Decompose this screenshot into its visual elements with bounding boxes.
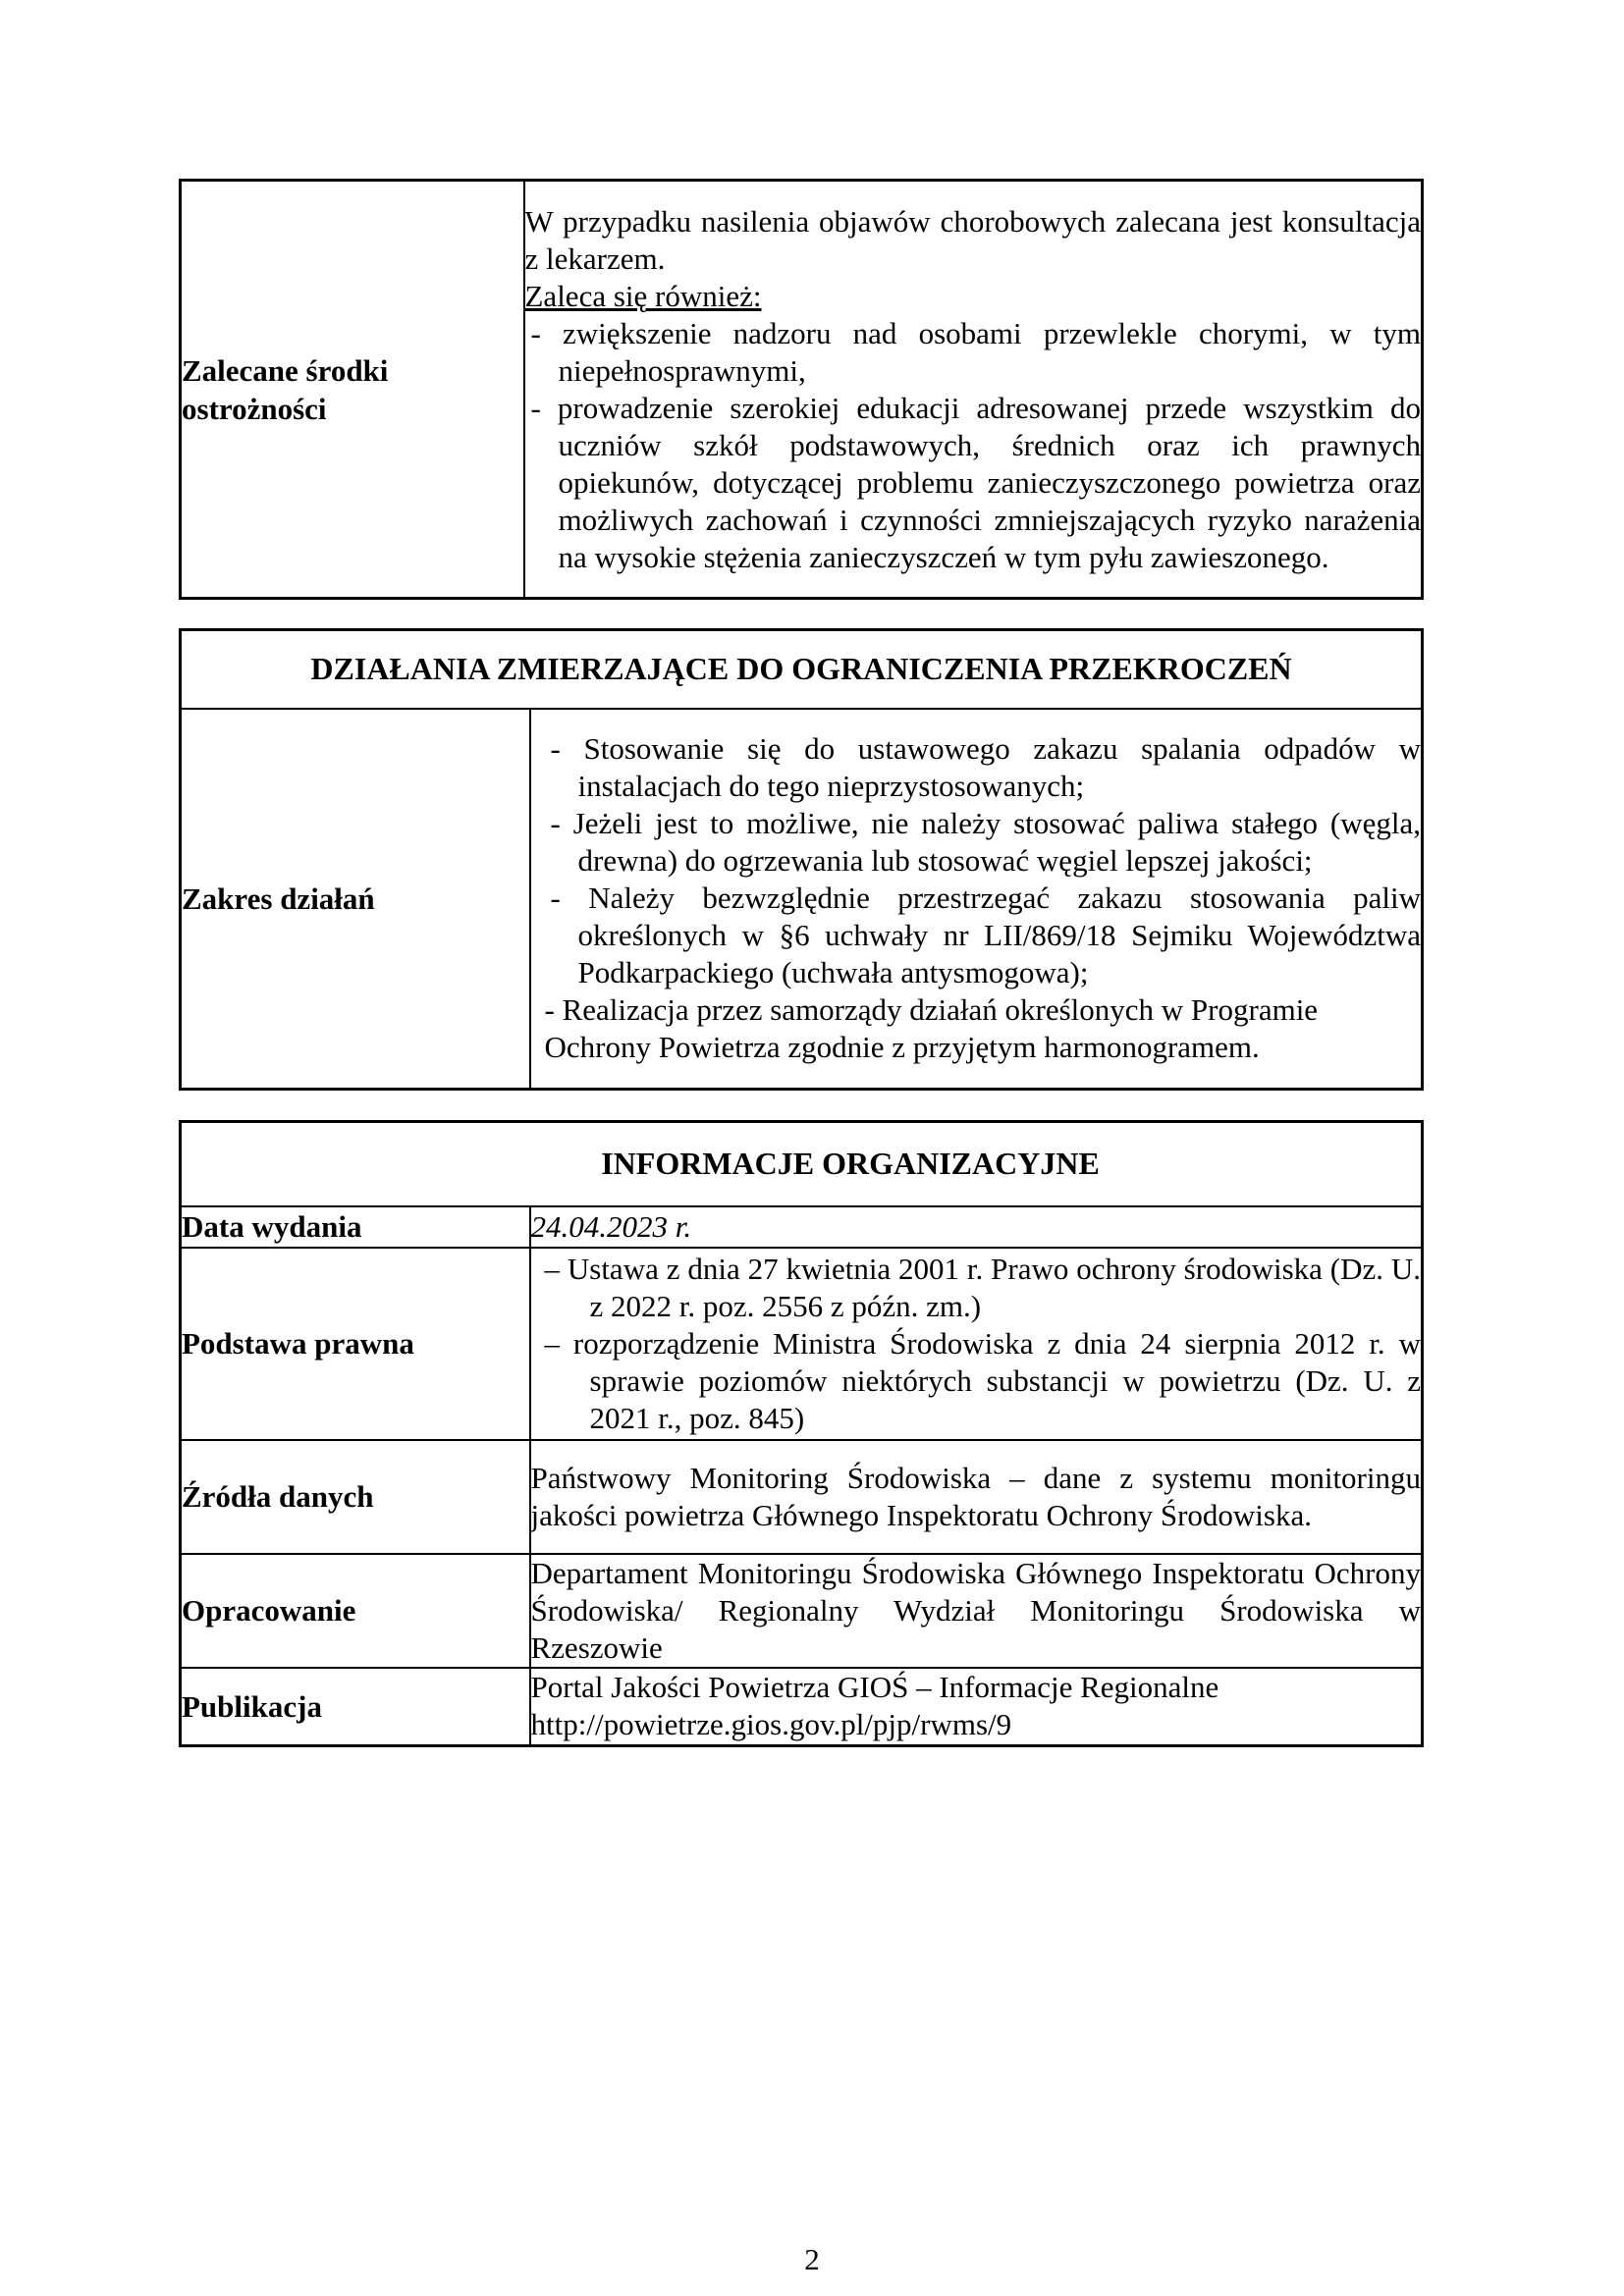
precautions-item: - zwiększenie nadzoru nad osobami przewlekle chorymi, w tym niepełnosprawnymi,	[530, 315, 1421, 388]
legal-basis-item: – Ustawa z dnia 27 kwietnia 2001 r. Prawo ochrony środowiska (Dz. U. z 2022 r. poz. 2556 z późn. zm.)	[544, 1251, 1421, 1323]
actions-label: Zakres działań	[181, 709, 530, 1090]
precautions-intro: W przypadku nasilenia objawów chorobowych zalecana jest konsultacja z lekarzem.	[524, 203, 1421, 276]
actions-item: - Stosowanie się do ustawowego zakazu spalania odpadów w instalacjach do tego nieprzystosowanych;	[550, 731, 1421, 804]
actions-item-last-line2: Ochrony Powietrza zgodnie z przyjętym harmonogramem.	[544, 1030, 1260, 1065]
data-sources-value: Państwowy Monitoring Środowiska – dane z systemu monitoringu jakości powietrza Głównego Inspektoratu Ochrony Środowiska.	[530, 1440, 1423, 1554]
legal-basis-content	[530, 1248, 1423, 1440]
precautions-table	[179, 179, 1424, 600]
prepared-by-value: Departament Monitoringu Środowiska Głównego Inspektoratu Ochrony Środowiska/ Regionalny Wydział Monitoringu Środowiska w Rzeszowie	[530, 1554, 1423, 1668]
legal-basis-label: Podstawa prawna	[181, 1248, 530, 1440]
org-info-header: INFORMACJE ORGANIZACYJNE	[181, 1122, 1423, 1206]
publication-content	[530, 1668, 1423, 1746]
publication-label: Publikacja	[181, 1668, 530, 1746]
publication-url: http://powietrze.gios.gov.pl/pjp/rwms/9	[530, 1707, 1012, 1742]
data-sources-label: Źródła danych	[181, 1440, 530, 1554]
actions-header: DZIAŁANIA ZMIERZAJĄCE DO OGRANICZENIA PRZEKROCZEŃ	[181, 630, 1423, 709]
issue-date-label: Data wydania	[181, 1206, 530, 1248]
actions-item-last-line1: - Realizacja przez samorządy działań określonych w Programie	[544, 992, 1319, 1028]
precautions-label-line2: ostrożności	[182, 391, 327, 426]
prepared-by-label: Opracowanie	[181, 1554, 530, 1668]
precautions-label-line1: Zalecane środki	[182, 352, 389, 388]
publication-line1: Portal Jakości Powietrza GIOŚ – Informacje Regionalne	[530, 1670, 1219, 1705]
org-info-table	[179, 1120, 1424, 1747]
issue-date-value: 24.04.2023 r.	[530, 1206, 1423, 1248]
actions-item: - Należy bezwzględnie przestrzegać zakazu stosowania paliw określonych w §6 uchwały nr LII/869/18 Sejmiku Województwa Podkarpackiego (uchwała antysmogowa);	[550, 881, 1421, 990]
actions-content	[530, 709, 1423, 1090]
legal-basis-item: – rozporządzenie Ministra Środowiska z dnia 24 sierpnia 2012 r. w sprawie poziomów niektórych substancji w powietrzu (Dz. U. z 2021 r., poz. 845)	[544, 1325, 1421, 1435]
precautions-label	[181, 181, 524, 599]
precautions-item: - prowadzenie szerokiej edukacji adresowanej przede wszystkim do uczniów szkół podstawowych, średnich oraz ich prawnych opiekunów, dotyczącej problemu zanieczyszczonego powietrza oraz możliwych zachowań i czynności zmniejszających ryzyko narażenia na wysokie stężenia zanieczyszczeń w tym pyłu zawieszonego.	[530, 390, 1421, 574]
precautions-content	[524, 181, 1423, 599]
precautions-also-label: Zaleca się również:	[524, 278, 762, 313]
actions-item: - Jeżeli jest to możliwe, nie należy stosować paliwa stałego (węgla, drewna) do ogrzewania lub stosować węgiel lepszej jakości;	[550, 806, 1421, 879]
actions-table	[179, 628, 1424, 1091]
page-number: 2	[804, 2242, 820, 2276]
